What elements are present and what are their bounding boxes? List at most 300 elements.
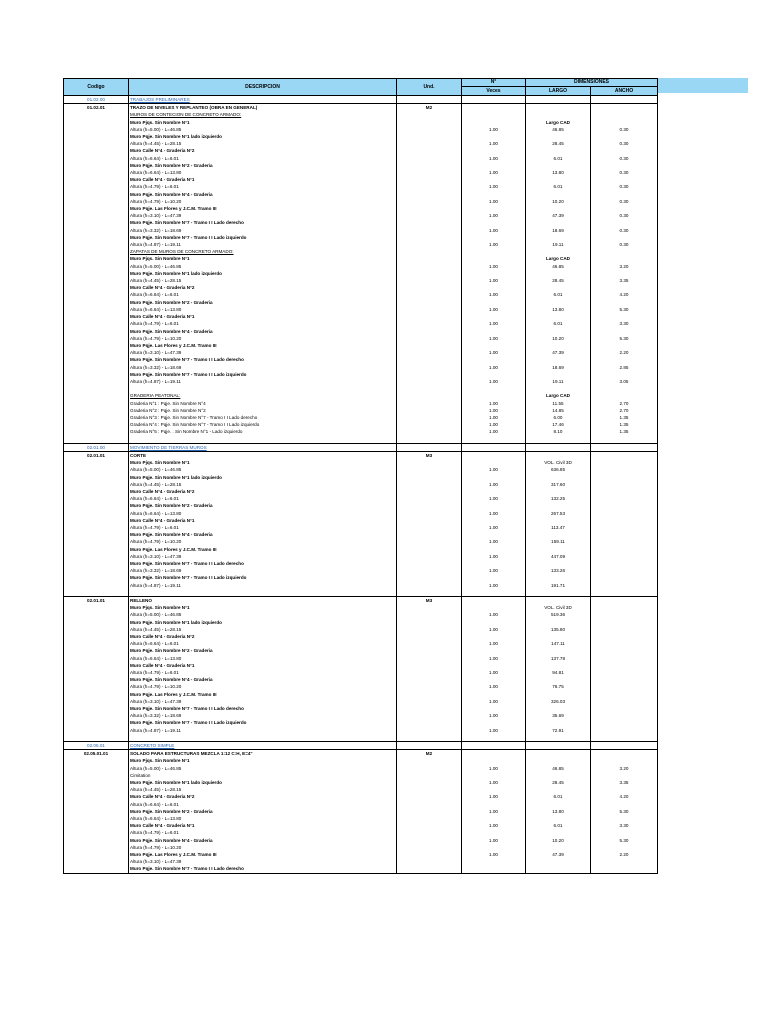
cell-veces xyxy=(462,443,526,451)
cell-largo xyxy=(526,96,591,104)
cell-ancho xyxy=(591,596,658,604)
table-row xyxy=(64,596,658,604)
cell-veces: 1.00 xyxy=(462,364,526,371)
cell-desc: Graderia N°1 : Pqje. Sin Nombre N°4 xyxy=(129,400,397,407)
cell-largo xyxy=(526,313,591,320)
cell-largo xyxy=(526,342,591,349)
cell-largo: 76.75 xyxy=(526,683,591,690)
cell-veces xyxy=(462,772,526,779)
cell-und xyxy=(397,111,462,118)
table-row xyxy=(64,421,658,428)
cell-largo xyxy=(526,829,591,836)
cell-largo: 19.11 xyxy=(526,378,591,385)
cell-veces: 1.00 xyxy=(462,510,526,517)
cell-ancho xyxy=(591,750,658,758)
cell-code xyxy=(64,255,129,262)
cell-veces: 1.00 xyxy=(462,227,526,234)
header-codigo: Codigo xyxy=(64,79,129,96)
cell-und xyxy=(397,560,462,567)
cell-largo: 6.01 xyxy=(526,291,591,298)
cell-veces xyxy=(462,313,526,320)
cell-veces xyxy=(462,815,526,822)
cell-desc: Graderia N°3 : Pqje. Sin Nombre N°7 - Tramo I I Lado derecho xyxy=(129,414,397,421)
cell-desc: Altura (h=4.79) - L=10.20 xyxy=(129,335,397,342)
cell-veces xyxy=(462,757,526,764)
header-veces: Veces xyxy=(462,87,526,96)
cell-code xyxy=(64,619,129,626)
cell-ancho xyxy=(591,176,658,183)
table-row xyxy=(64,400,658,407)
cell-desc: Muro Pjqs. Sin Nombre N°1 xyxy=(129,604,397,611)
table-row xyxy=(64,844,658,851)
cell-code xyxy=(64,604,129,611)
cell-und xyxy=(397,865,462,873)
cell-veces xyxy=(462,560,526,567)
cell-veces: 1.00 xyxy=(462,822,526,829)
cell-desc: MUROS DE CONTECION DE CONCRETO ARMADO: xyxy=(129,111,397,118)
cell-veces: 1.00 xyxy=(462,198,526,205)
cell-desc: Altura (h=5.00) - L=46.85 xyxy=(129,263,397,270)
cell-code xyxy=(64,546,129,553)
cell-desc: Altura (h=6.64) - L=6.01 xyxy=(129,155,397,162)
cell-veces: 1.00 xyxy=(462,400,526,407)
cell-desc: Graderia N°5 : Pqje. . Sin Nombre N°1 - Lado izquierdo xyxy=(129,428,397,435)
cell-largo: 326.03 xyxy=(526,698,591,705)
cell-desc: Altura (h=5.00) - L=46.85 xyxy=(129,126,397,133)
cell-code xyxy=(64,669,129,676)
cell-ancho: 3.30 xyxy=(591,320,658,327)
table-row xyxy=(64,378,658,385)
table-row xyxy=(64,793,658,800)
cell-desc: Altura (h=3.10) - L=47.39 xyxy=(129,349,397,356)
cell-veces xyxy=(462,502,526,509)
cell-und xyxy=(397,742,462,750)
cell-und xyxy=(397,524,462,531)
cell-desc xyxy=(129,589,397,597)
cell-code xyxy=(64,727,129,734)
cell-und xyxy=(397,786,462,793)
cell-code xyxy=(64,407,129,414)
table-row xyxy=(64,436,658,444)
cell-ancho: 2.20 xyxy=(591,851,658,858)
cell-veces xyxy=(462,371,526,378)
cell-veces xyxy=(462,474,526,481)
cell-und xyxy=(397,793,462,800)
table-row xyxy=(64,227,658,234)
table-row xyxy=(64,212,658,219)
cell-veces xyxy=(462,705,526,712)
cell-und xyxy=(397,169,462,176)
cell-desc: Muro Calle N°4 - Graderia N°2 xyxy=(129,488,397,495)
table-row xyxy=(64,655,658,662)
cell-veces xyxy=(462,801,526,808)
cell-ancho xyxy=(591,662,658,669)
cell-ancho xyxy=(591,757,658,764)
cell-largo xyxy=(526,801,591,808)
cell-und xyxy=(397,248,462,255)
table-row xyxy=(64,466,658,473)
cell-largo xyxy=(526,502,591,509)
cell-desc: Altura (h=4.45) - L=28.15 xyxy=(129,277,397,284)
cell-largo xyxy=(526,633,591,640)
cell-code xyxy=(64,147,129,154)
cell-und xyxy=(397,626,462,633)
cell-desc: Altura (h=5.00) - L=46.85 xyxy=(129,765,397,772)
cell-largo: 519.36 xyxy=(526,611,591,618)
cell-largo: 6.01 xyxy=(526,155,591,162)
cell-largo: 133.26 xyxy=(526,567,591,574)
cell-veces xyxy=(462,719,526,726)
cell-ancho xyxy=(591,104,658,112)
cell-ancho xyxy=(591,481,658,488)
cell-largo: 13.80 xyxy=(526,169,591,176)
cell-largo: 317.60 xyxy=(526,481,591,488)
cell-desc: Altura (h=4.87) - L=19.11 xyxy=(129,582,397,589)
cell-und xyxy=(397,126,462,133)
cell-ancho xyxy=(591,248,658,255)
table-row xyxy=(64,291,658,298)
cell-und xyxy=(397,531,462,538)
cell-ancho xyxy=(591,655,658,662)
cell-largo xyxy=(526,111,591,118)
table-row xyxy=(64,574,658,581)
cell-ancho: 3.20 xyxy=(591,263,658,270)
cell-und xyxy=(397,436,462,444)
cell-code xyxy=(64,119,129,126)
cell-desc: Muro Pqje. Sin Nombre N°2 - Graderia xyxy=(129,647,397,654)
table-row xyxy=(64,676,658,683)
cell-largo xyxy=(526,662,591,669)
cell-veces: 1.00 xyxy=(462,698,526,705)
table-row xyxy=(64,538,658,545)
cell-veces xyxy=(462,829,526,836)
cell-und xyxy=(397,147,462,154)
cell-ancho xyxy=(591,342,658,349)
cell-code xyxy=(64,589,129,597)
cell-ancho xyxy=(591,205,658,212)
cell-und xyxy=(397,183,462,190)
cell-largo: 13.80 xyxy=(526,808,591,815)
cell-und xyxy=(397,481,462,488)
table-row xyxy=(64,234,658,241)
cell-und xyxy=(397,734,462,742)
cell-ancho xyxy=(591,96,658,104)
cell-desc xyxy=(129,436,397,444)
cell-code: 02.01.01 xyxy=(64,596,129,604)
cell-ancho: 0.30 xyxy=(591,212,658,219)
cell-ancho xyxy=(591,284,658,291)
cell-code xyxy=(64,517,129,524)
cell-largo xyxy=(526,328,591,335)
table-row xyxy=(64,320,658,327)
cell-veces: 1.00 xyxy=(462,793,526,800)
cell-ancho xyxy=(591,328,658,335)
table-row xyxy=(64,772,658,779)
cell-ancho xyxy=(591,219,658,226)
cell-code xyxy=(64,531,129,538)
cell-code xyxy=(64,822,129,829)
cell-code xyxy=(64,502,129,509)
cell-largo: 159.11 xyxy=(526,538,591,545)
cell-und xyxy=(397,407,462,414)
cell-code xyxy=(64,712,129,719)
cell-desc: MOVIMIENTO DE TIERRAS MUROS xyxy=(129,443,397,451)
cell-code xyxy=(64,356,129,363)
cell-code xyxy=(64,140,129,147)
cell-veces: 1.00 xyxy=(462,626,526,633)
cell-largo xyxy=(526,436,591,444)
cell-ancho xyxy=(591,719,658,726)
cell-desc: Muro Pqje. Sin Nombre N°4 - Graderia xyxy=(129,837,397,844)
cell-desc xyxy=(129,385,397,392)
cell-code xyxy=(64,414,129,421)
cell-largo xyxy=(526,786,591,793)
table-row xyxy=(64,147,658,154)
cell-und xyxy=(397,176,462,183)
table-row xyxy=(64,263,658,270)
cell-code xyxy=(64,647,129,654)
cell-und xyxy=(397,574,462,581)
table-row xyxy=(64,126,658,133)
cell-ancho xyxy=(591,669,658,676)
cell-desc: Muro Pqje. Sin Nombre N°1 lado izquierdo xyxy=(129,270,397,277)
table-row xyxy=(64,277,658,284)
cell-largo: 135.80 xyxy=(526,626,591,633)
table-row xyxy=(64,683,658,690)
cell-code xyxy=(64,481,129,488)
cell-desc: Muro Pjqs. Sin Nombre N°1 xyxy=(129,119,397,126)
cell-veces: 1.00 xyxy=(462,466,526,473)
cell-desc: Altura (h=4.79) - L=6.01 xyxy=(129,524,397,531)
cell-desc: Altura (h=6.64) - L=13.80 xyxy=(129,510,397,517)
cell-largo: 6.01 xyxy=(526,320,591,327)
table-row xyxy=(64,241,658,248)
cell-code xyxy=(64,815,129,822)
cell-code xyxy=(64,227,129,234)
cell-desc: Muro Pjqs. Sin Nombre N°1 xyxy=(129,459,397,466)
cell-und xyxy=(397,400,462,407)
cell-code xyxy=(64,169,129,176)
cell-veces xyxy=(462,619,526,626)
cell-und xyxy=(397,313,462,320)
cell-desc: Muro Pqje. Sin Nombre N°1 lado izquierdo xyxy=(129,474,397,481)
cell-desc: Muro Calle N°4 - Graderia N°2 xyxy=(129,793,397,800)
cell-code xyxy=(64,183,129,190)
cell-largo xyxy=(526,596,591,604)
cell-desc: Altura (h=6.64) - L=6.01 xyxy=(129,291,397,298)
cell-und xyxy=(397,459,462,466)
cell-largo: 35.69 xyxy=(526,712,591,719)
cell-ancho xyxy=(591,553,658,560)
cell-und xyxy=(397,320,462,327)
table-row xyxy=(64,385,658,392)
cell-code xyxy=(64,858,129,865)
cell-largo: VOL. Civil 3D xyxy=(526,459,591,466)
cell-und xyxy=(397,392,462,399)
cell-desc: RELLENO xyxy=(129,596,397,604)
cell-und xyxy=(397,705,462,712)
cell-largo: 8.10 xyxy=(526,428,591,435)
table-row xyxy=(64,459,658,466)
table-row xyxy=(64,169,658,176)
cell-und xyxy=(397,371,462,378)
cell-veces xyxy=(462,574,526,581)
cell-desc: Altura (h=3.10) - L=47.39 xyxy=(129,212,397,219)
table-row xyxy=(64,705,658,712)
cell-veces xyxy=(462,436,526,444)
cell-und xyxy=(397,567,462,574)
table-row xyxy=(64,510,658,517)
cell-code xyxy=(64,524,129,531)
cell-und xyxy=(397,219,462,226)
table-row xyxy=(64,299,658,306)
cell-veces: 1.00 xyxy=(462,669,526,676)
cell-ancho xyxy=(591,270,658,277)
cell-ancho xyxy=(591,582,658,589)
cell-largo xyxy=(526,451,591,459)
cell-ancho xyxy=(591,459,658,466)
cell-und xyxy=(397,328,462,335)
cell-largo xyxy=(526,705,591,712)
cell-und xyxy=(397,306,462,313)
cell-ancho xyxy=(591,255,658,262)
cell-desc: Altura (h=6.64) - L=13.80 xyxy=(129,169,397,176)
table-row xyxy=(64,371,658,378)
cell-code xyxy=(64,400,129,407)
cell-und xyxy=(397,772,462,779)
table-row xyxy=(64,349,658,356)
cell-largo xyxy=(526,691,591,698)
cell-desc: Altura (h=6.64) - L=13.80 xyxy=(129,306,397,313)
cell-ancho: 4.20 xyxy=(591,793,658,800)
cell-ancho xyxy=(591,531,658,538)
cell-desc: Altura (h=4.79) - L=10.20 xyxy=(129,683,397,690)
cell-desc: Muro Pqje. Sin Nombre N°7 - Tramo I I Lado izquierdo xyxy=(129,234,397,241)
cell-veces xyxy=(462,96,526,104)
cell-largo: 18.69 xyxy=(526,364,591,371)
cell-ancho xyxy=(591,119,658,126)
cell-desc: Altura (h=6.64) - L=6.01 xyxy=(129,801,397,808)
cell-code xyxy=(64,133,129,140)
cell-desc: Altura (h=3.32) - L=18.69 xyxy=(129,227,397,234)
table-row xyxy=(64,582,658,589)
cell-ancho: 2.85 xyxy=(591,364,658,371)
cell-ancho xyxy=(591,712,658,719)
table-row xyxy=(64,198,658,205)
cell-und xyxy=(397,227,462,234)
cell-largo: 267.53 xyxy=(526,510,591,517)
cell-largo: 47.39 xyxy=(526,212,591,219)
cell-code xyxy=(64,553,129,560)
cell-und xyxy=(397,133,462,140)
cell-desc: Muro Pqje. Sin Nombre N°4 - Graderia xyxy=(129,676,397,683)
cell-veces: 1.00 xyxy=(462,524,526,531)
cell-code xyxy=(64,865,129,873)
cell-und: M3 xyxy=(397,451,462,459)
cell-desc: Muro Calle N°4 - Graderia N°2 xyxy=(129,147,397,154)
cell-veces: 1.00 xyxy=(462,183,526,190)
cell-veces: 1.00 xyxy=(462,765,526,772)
cell-largo xyxy=(526,865,591,873)
table-row xyxy=(64,176,658,183)
cell-ancho: 0.30 xyxy=(591,169,658,176)
cell-ancho xyxy=(591,474,658,481)
cell-code: 02.05.01 xyxy=(64,742,129,750)
table-row xyxy=(64,219,658,226)
cell-und xyxy=(397,349,462,356)
table-row xyxy=(64,815,658,822)
cell-desc: Altura (h=3.32) - L=18.69 xyxy=(129,712,397,719)
table-row xyxy=(64,750,658,758)
cell-ancho xyxy=(591,742,658,750)
cell-veces xyxy=(462,531,526,538)
cell-code xyxy=(64,779,129,786)
cell-desc: Altura (h=4.45) - L=28.15 xyxy=(129,626,397,633)
cell-largo xyxy=(526,219,591,226)
cell-und xyxy=(397,234,462,241)
cell-und: M2 xyxy=(397,750,462,758)
cell-ancho xyxy=(591,727,658,734)
cell-und xyxy=(397,844,462,851)
cell-largo xyxy=(526,647,591,654)
cell-largo xyxy=(526,844,591,851)
cell-desc: Altura (h=3.10) - L=47.39 xyxy=(129,858,397,865)
cell-und xyxy=(397,655,462,662)
cell-und xyxy=(397,669,462,676)
cell-veces xyxy=(462,691,526,698)
cell-code xyxy=(64,567,129,574)
table-row xyxy=(64,392,658,399)
table-row xyxy=(64,96,658,104)
cell-veces xyxy=(462,546,526,553)
cell-desc xyxy=(129,734,397,742)
cell-largo: 18.69 xyxy=(526,227,591,234)
cell-ancho xyxy=(591,734,658,742)
cell-largo: Largo CAD xyxy=(526,255,591,262)
cell-veces: 1.00 xyxy=(462,611,526,618)
cell-veces: 1.00 xyxy=(462,335,526,342)
cell-veces: 1.00 xyxy=(462,320,526,327)
table-row xyxy=(64,808,658,815)
cell-und xyxy=(397,385,462,392)
cell-largo: 191.71 xyxy=(526,582,591,589)
cell-desc: Altura (h=4.79) - L=10.20 xyxy=(129,844,397,851)
table-row xyxy=(64,488,658,495)
cell-und xyxy=(397,676,462,683)
table-row xyxy=(64,191,658,198)
cell-desc: Altura (h=4.87) - L=19.11 xyxy=(129,241,397,248)
cell-desc: Muro Pqje. Sin Nombre N°4 - Graderia xyxy=(129,328,397,335)
cell-largo: 113.47 xyxy=(526,524,591,531)
cell-veces: 1.00 xyxy=(462,712,526,719)
table-row xyxy=(64,524,658,531)
cell-code xyxy=(64,683,129,690)
cell-code xyxy=(64,371,129,378)
cell-code xyxy=(64,248,129,255)
cell-desc: Altura (h=6.64) - L=6.01 xyxy=(129,495,397,502)
cell-ancho: 1.35 xyxy=(591,428,658,435)
cell-ancho xyxy=(591,567,658,574)
cell-veces xyxy=(462,589,526,597)
table-row xyxy=(64,443,658,451)
cell-und xyxy=(397,263,462,270)
table-row xyxy=(64,140,658,147)
cell-ancho xyxy=(591,495,658,502)
cell-ancho xyxy=(591,510,658,517)
cell-und xyxy=(397,205,462,212)
cell-veces xyxy=(462,162,526,169)
cell-ancho xyxy=(591,313,658,320)
